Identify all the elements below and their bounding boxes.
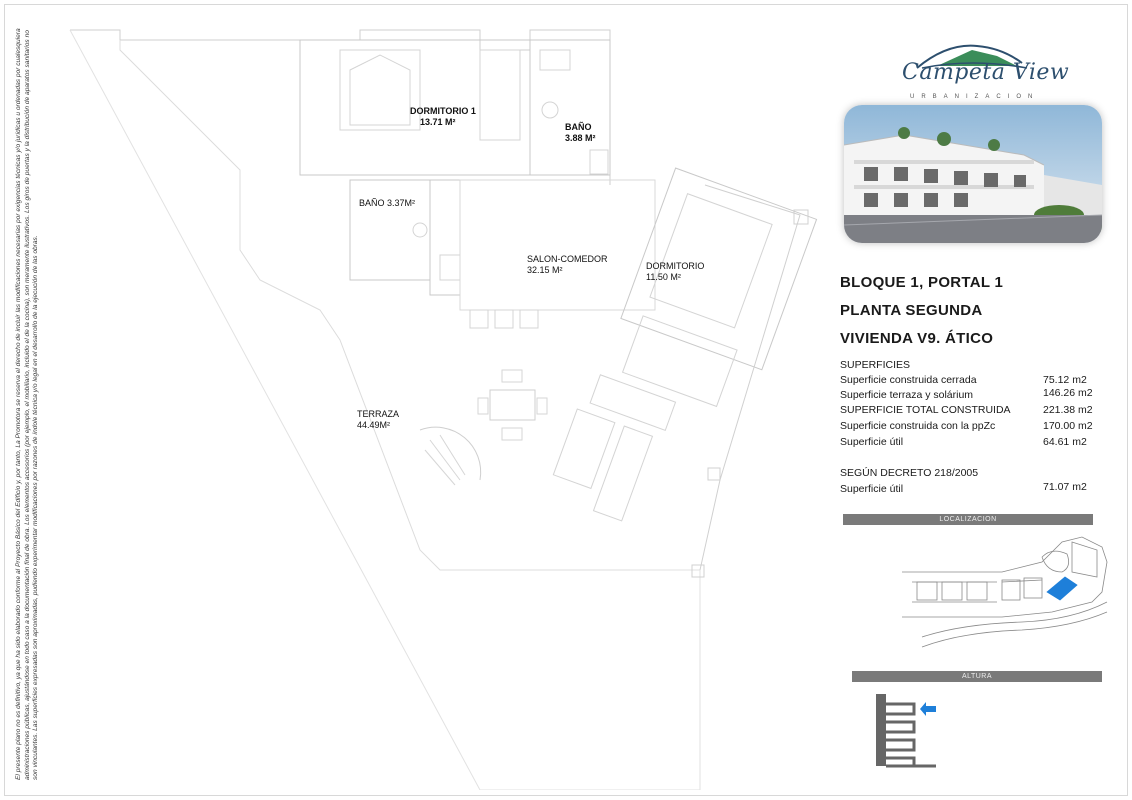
room-area: 11.50 M² [646,272,681,282]
surface-label: Superficie útil [840,436,904,448]
room-label-salon-comedor [527,254,608,276]
brand-subtitle: URBANIZACION [910,94,1040,100]
room-label-bano [565,122,596,144]
legal-disclaimer: El presente plano no es definitivo, ya que ha sido elaborado conforme al Proyecto Básico del Edificio y, por tanto, La Promotora se reserva el derecho de incluir las modificaciones necesarias por exigencias técnicas y/o jurídicas u ordenadas por cualesquiera administraciones públicas, ajustándose en todo caso a la documentación final de obra. Los elementos accesorios (por ejemplo, el mobiliario, incluido el de la cocina), son meramente ilustrativos. Los giros de puertas y la distribución de aparatos sanitarios no son vinculantes. Las superficies expresadas son aproximadas, pudiendo experimentar modificaciones por razones de índole técnica y/o legal en el desarrollo de la ejecución de las obras. [15,28,40,780]
surface-value: 146.26 m2 [1043,387,1093,399]
location-map [902,532,1112,662]
room-name: SALON-COMEDOR [527,254,608,264]
room-label-dormitorio [646,261,704,283]
room-name: BAÑO [565,122,592,132]
disclaimer-column [0,0,56,800]
heading-floor: PLANTA SEGUNDA [840,302,983,319]
altura-bar: ALTURA [852,671,1102,682]
building-render-image [844,105,1102,243]
room-name: DORMITORIO 1 [410,106,476,116]
room-label-dormitorio-1 [410,106,476,128]
floor-arrow-icon [920,702,936,716]
surface-value: 221.38 m2 [1043,404,1093,416]
surface-label: Superficie construida cerrada [840,374,977,386]
heading-unit: VIVIENDA V9. ÁTICO [840,330,994,347]
room-name: DORMITORIO [646,261,705,271]
height-diagram [876,692,956,772]
unit-location-marker [1047,577,1077,600]
room-area: 44.49M² [357,420,391,430]
room-label-bano-2 [359,198,415,209]
room-name: TERRAZA [357,409,400,419]
room-area: 32.15 M² [527,265,563,275]
floor-plan [60,10,820,790]
localizacion-bar: LOCALIZACION [843,514,1093,525]
room-label-terraza [357,409,399,431]
surface-value: 64.61 m2 [1043,436,1087,448]
decree-title: SEGÚN DECRETO 218/2005 [840,467,979,479]
surface-value: 75.12 m2 [1043,374,1087,386]
brand-name: Campeta View [902,60,1070,85]
surface-label: Superficie útil [840,483,904,495]
room-area: 13.71 M² [420,117,456,127]
surface-label: Superficie terraza y solárium [840,389,974,401]
room-name: BAÑO 3.37M² [359,198,416,208]
info-panel [832,20,1122,790]
room-area: 3.88 M² [565,133,596,143]
surface-value: 71.07 m2 [1043,481,1087,493]
heading-block: BLOQUE 1, PORTAL 1 [840,274,1004,291]
surfaces-title: SUPERFICIES [840,359,911,371]
surface-label: Superficie construida con la ppZc [840,420,996,432]
surface-label: SUPERFICIE TOTAL CONSTRUIDA [840,404,1011,416]
surface-value: 170.00 m2 [1043,420,1093,432]
